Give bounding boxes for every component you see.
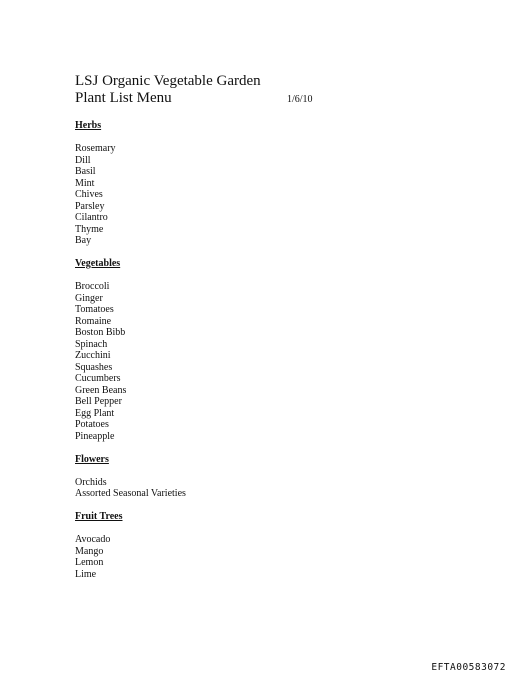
list-item: Boston Bibb — [75, 327, 126, 338]
list-item: Avocado — [75, 534, 111, 545]
list-item: Bay — [75, 235, 92, 246]
list-item: Dill — [75, 154, 91, 166]
section-list — [75, 477, 186, 500]
list-item: Ginger — [75, 292, 103, 304]
section-heading: Vegetables — [75, 258, 121, 269]
list-item: Assorted Seasonal Varieties — [75, 488, 186, 499]
list-item: Egg Plant — [75, 407, 115, 419]
list-item: Tomatoes — [75, 304, 114, 315]
list-item: Cucumbers — [75, 373, 121, 384]
section-list — [75, 143, 186, 247]
list-item: Pineapple — [75, 430, 115, 442]
list-item: Lime — [75, 568, 97, 580]
section-heading: Flowers — [75, 453, 109, 465]
list-item: Squashes — [75, 361, 113, 373]
list-item: Green Beans — [75, 384, 127, 396]
list-item: Chives — [75, 189, 103, 200]
plant-list — [75, 120, 186, 592]
section-heading: Herbs — [75, 120, 102, 131]
list-item: Thyme — [75, 223, 104, 235]
document-id-stamp: EFTA00583072 — [431, 662, 506, 673]
list-item: Mint — [75, 177, 95, 189]
list-item: Orchids — [75, 476, 107, 488]
list-item: Rosemary — [75, 143, 116, 154]
section-list — [75, 281, 186, 442]
list-item: Lemon — [75, 557, 104, 568]
document-title: LSJ Organic Vegetable Garden — [75, 73, 261, 89]
list-item: Broccoli — [75, 281, 110, 292]
list-item: Romaine — [75, 315, 112, 327]
section-list — [75, 534, 186, 580]
list-item: Zucchini — [75, 350, 111, 361]
section-heading: Fruit Trees — [75, 511, 123, 522]
list-item: Spinach — [75, 338, 108, 350]
list-item: Cilantro — [75, 212, 108, 223]
list-item: Potatoes — [75, 419, 109, 430]
document-date: 1/6/10 — [287, 94, 313, 105]
list-item: Mango — [75, 545, 104, 557]
document-subtitle: Plant List Menu — [75, 90, 172, 106]
list-item: Parsley — [75, 200, 105, 212]
list-item: Bell Pepper — [75, 396, 122, 407]
list-item: Basil — [75, 166, 96, 177]
